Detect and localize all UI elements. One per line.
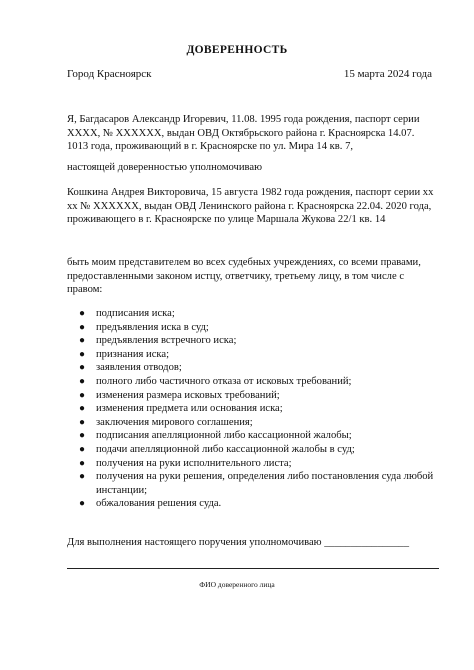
list-item-text: признания иска;	[96, 348, 170, 360]
bullet-icon: ●	[79, 430, 86, 442]
list-item	[79, 321, 439, 335]
list-item	[79, 348, 439, 362]
signature-caption: ФИО доверенного лица	[199, 580, 275, 589]
list-item	[79, 389, 439, 403]
closing-line: Для выполнения настоящего поручения уполномочиваю ________________	[67, 537, 409, 548]
list-item	[79, 334, 439, 348]
list-item	[79, 416, 439, 430]
list-item	[79, 361, 439, 375]
principal-paragraph: Я, Багдасаров Александр Игоревич, 11.08. 1995 года рождения, паспорт серии ХХХХ, № ХХХХХХ, выдан ОВД Октябрьского района г. Красноярска 14.07. 1013 года, проживающий в г. Красноярске по ул. Мира 14 кв. 7,	[67, 114, 420, 153]
list-item-text: получения на руки исполнительного листа;	[96, 457, 292, 469]
document-title: ДОВЕРЕННОСТЬ	[186, 44, 288, 56]
list-item-text: подписания иска;	[96, 308, 175, 319]
list-item-text: обжалования решения суда.	[96, 498, 222, 510]
bullet-icon: ●	[79, 498, 86, 510]
powers-list	[79, 307, 439, 511]
bullet-icon: ●	[79, 471, 86, 483]
list-item-text: изменения предмета или основания иска;	[96, 403, 283, 415]
representative-paragraph: Кошкина Андрея Викторовича, 15 августа 1982 года рождения, паспорт серии хх хх № ХХХХХХ, выдан ОВД Ленинского района г. Красноярска 22.04. 2020 года, проживающего в г. Красноярске по улице Маршала Жукова 22/1 кв. 14	[67, 187, 434, 226]
list-item-text: подписания апелляционной либо кассационной жалобы;	[96, 430, 352, 442]
list-item	[79, 457, 439, 471]
bullet-icon: ●	[79, 348, 86, 360]
bullet-icon: ●	[79, 321, 86, 333]
list-item-text: заявления отводов;	[96, 362, 182, 374]
bullet-icon: ●	[79, 457, 86, 469]
list-item-text: изменения размера исковых требований;	[96, 389, 280, 401]
list-item	[79, 307, 439, 321]
bullet-icon: ●	[79, 443, 86, 455]
signature-line	[67, 568, 439, 569]
bullet-icon: ●	[79, 362, 86, 374]
list-item-text: полного либо частичного отказа от исковых требований;	[96, 375, 352, 387]
list-item	[79, 402, 439, 416]
bullet-icon: ●	[79, 308, 86, 319]
bullet-icon: ●	[79, 375, 86, 387]
list-item	[79, 375, 439, 389]
list-item-text: предъявления встречного иска;	[96, 335, 237, 347]
city-date-line	[67, 68, 432, 80]
authorizes-line: настоящей доверенностью уполномочиваю	[67, 162, 263, 173]
list-item-text: заключения мирового соглашения;	[96, 416, 253, 428]
bullet-icon: ●	[79, 389, 86, 401]
city: Город Красноярск	[67, 68, 152, 80]
list-item-text: подачи апелляционной либо кассационной жалобы в суд;	[96, 443, 355, 455]
date: 15 марта 2024 года	[343, 68, 432, 80]
list-item-text: предъявления иска в суд;	[96, 321, 209, 333]
bullet-icon: ●	[79, 403, 86, 415]
bullet-icon: ●	[79, 335, 86, 347]
list-item	[79, 443, 439, 457]
list-item-text: получения на руки решения, определения либо постановления суда любой инстанции;	[96, 471, 434, 496]
list-item	[79, 497, 439, 511]
list-item	[79, 429, 439, 443]
bullet-icon: ●	[79, 416, 86, 428]
scope-paragraph: быть моим представителем во всех судебных учреждениях, со всеми правами, предоставленными законом истцу, ответчику, третьему лицу, в том числе с правом:	[67, 257, 421, 296]
list-item	[79, 470, 439, 497]
